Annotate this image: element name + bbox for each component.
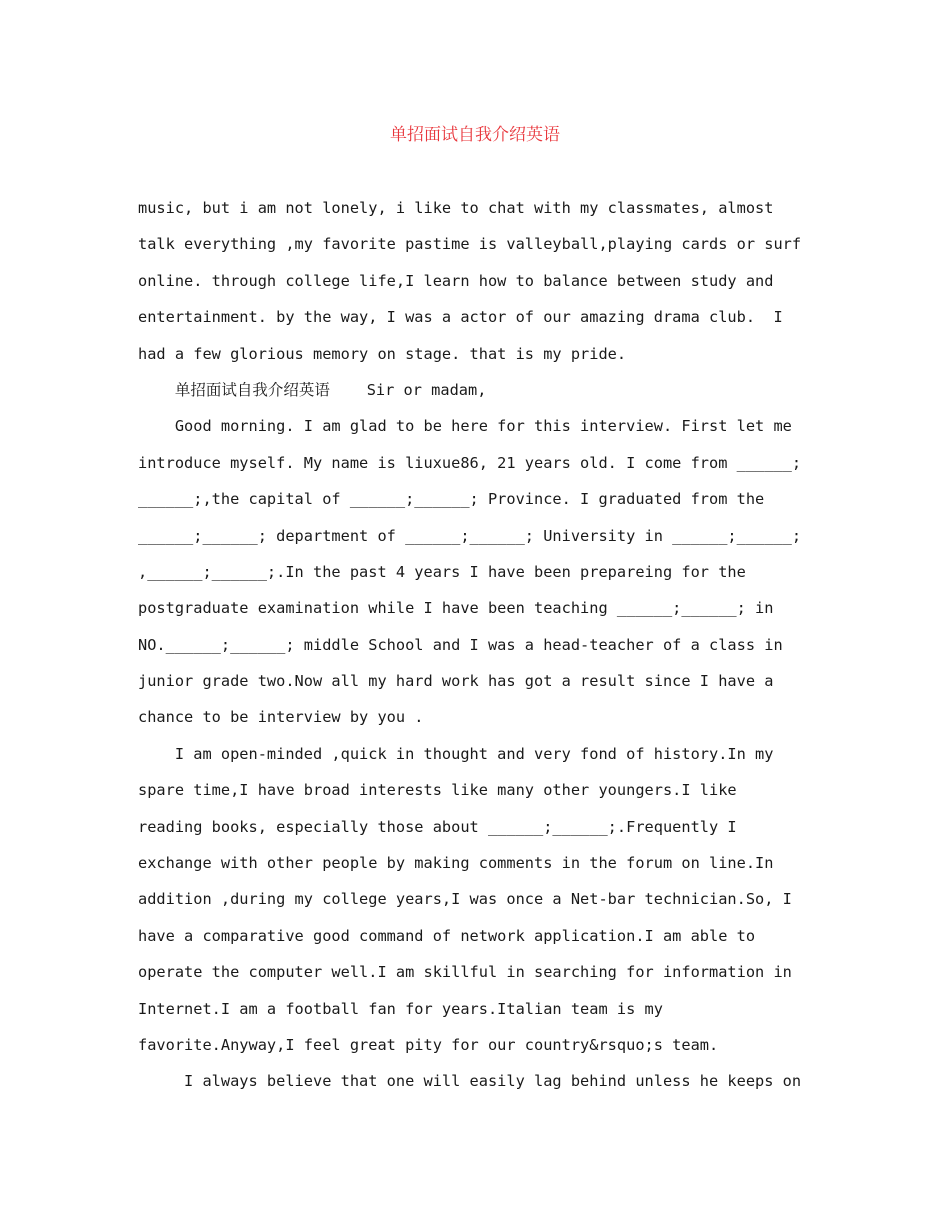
text-line: operate the computer well.I am skillful in searching for information in (138, 963, 792, 982)
text-line: entertainment. by the way, I was a actor of our amazing drama club. I (138, 308, 783, 327)
text-line: had a few glorious memory on stage. that is my pride. (138, 344, 627, 363)
document-title: 单招面试自我介绍英语 (390, 125, 560, 145)
text-line: Internet.I am a football fan for years.Italian team is my (138, 999, 663, 1018)
text-line: talk everything ,my favorite pastime is valleyball,playing cards or surf (138, 235, 802, 254)
text-line: chance to be interview by you . (138, 708, 424, 727)
text-line: spare time,I have broad interests like many other youngers.I like (138, 781, 737, 800)
text-line: postgraduate examination while I have been teaching ______;______; in (138, 599, 774, 618)
section-heading-line (138, 372, 818, 408)
text-line: ______;______; department of ______;______; University in ______;______; (138, 526, 802, 545)
salutation: Sir or madam, (366, 380, 487, 399)
text-line: NO.______;______; middle School and I was a head-teacher of a class in (138, 635, 783, 654)
text-line: favorite.Anyway,I feel great pity for our country&rsquo;s team. (138, 1035, 719, 1054)
text-line: I always believe that one will easily lag behind unless he keeps on (138, 1072, 802, 1091)
section-heading-cjk: 单招面试自我介绍英语 (174, 380, 330, 399)
text-line: addition ,during my college years,I was once a Net-bar technician.So, I (138, 890, 792, 909)
text-line: have a comparative good command of network application.I am able to (138, 926, 756, 945)
text-line: exchange with other people by making comments in the forum on line.In (138, 854, 774, 873)
text-line: ,______;______;.In the past 4 years I have been prepareing for the (138, 562, 746, 581)
text-line: ______;,the capital of ______;______; Province. I graduated from the (138, 490, 765, 509)
text-line: junior grade two.Now all my hard work has got a result since I have a (138, 672, 774, 691)
text-line: I am open-minded ,quick in thought and very fond of history.In my (138, 744, 774, 763)
text-line: reading books, especially those about ______;______;.Frequently I (138, 817, 737, 836)
text-line: music, but i am not lonely, i like to chat with my classmates, almost (138, 199, 774, 217)
text-line: introduce myself. My name is liuxue86, 21 years old. I come from ______; (138, 453, 802, 472)
text-line: Good morning. I am glad to be here for this interview. First let me (138, 417, 792, 436)
document-body (138, 190, 818, 1100)
text-line: online. through college life,I learn how to balance between study and (138, 271, 774, 290)
